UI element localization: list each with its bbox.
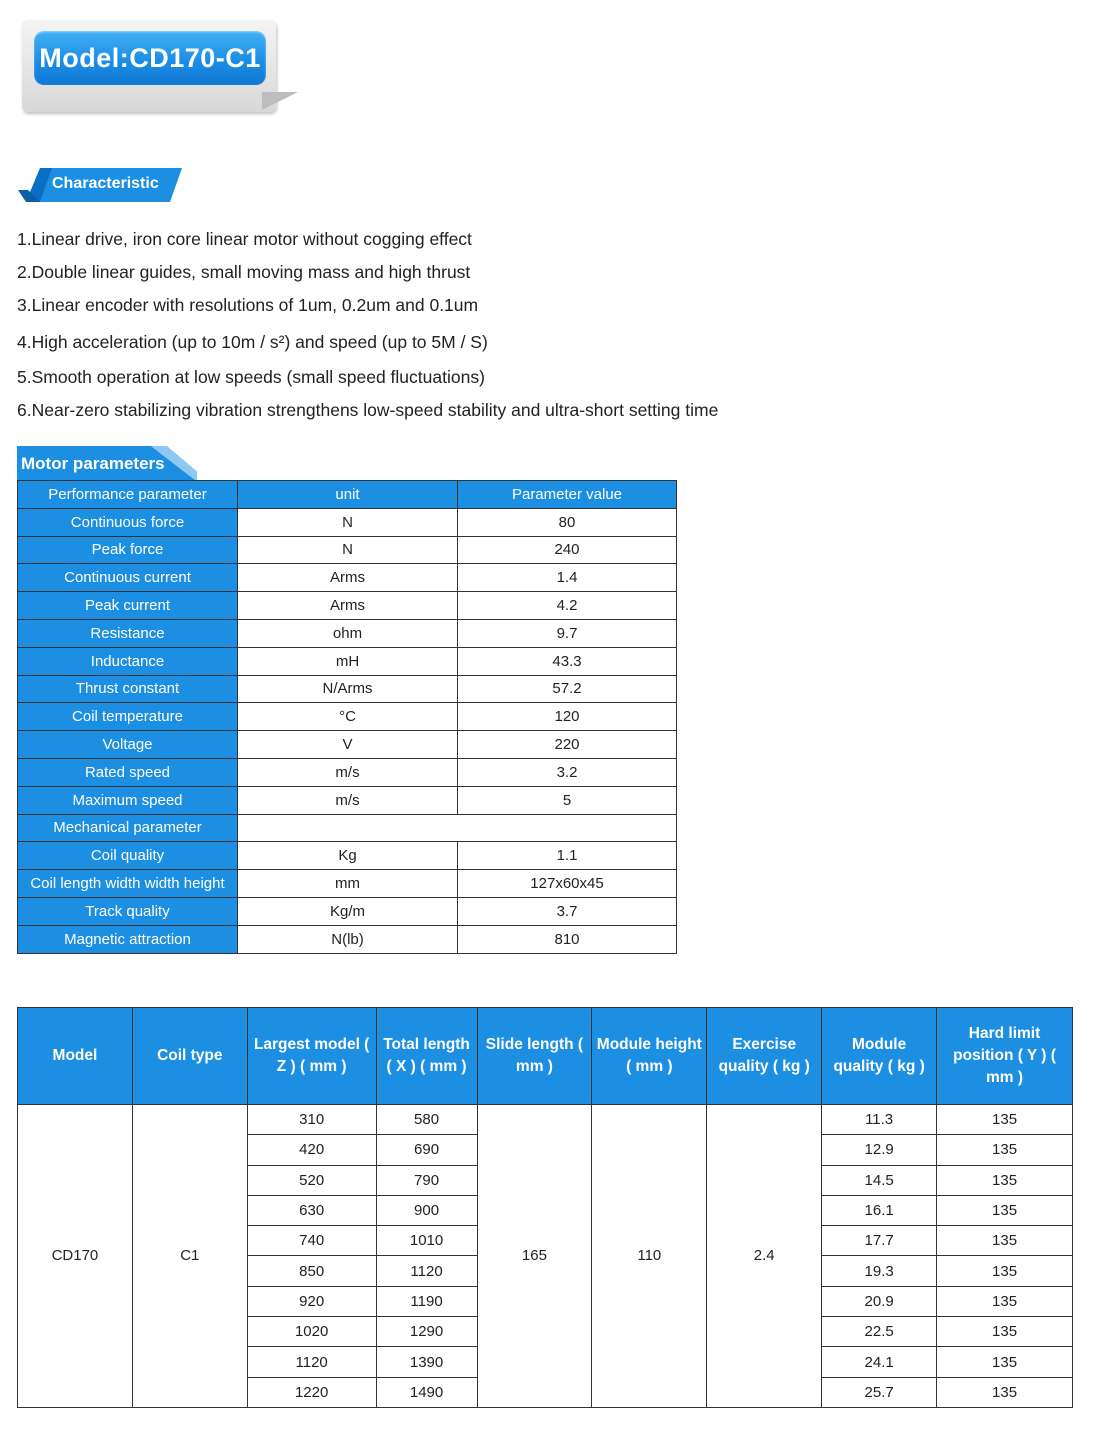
table-row <box>18 758 677 786</box>
table-row <box>18 870 677 898</box>
table-row <box>18 842 677 870</box>
module-quality-cell: 19.3 <box>822 1256 937 1286</box>
module-quality-cell: 22.5 <box>822 1317 937 1347</box>
slide-length-cell: 165 <box>477 1105 592 1408</box>
model-spec-table <box>17 1007 1073 1408</box>
exercise-quality-cell: 2.4 <box>707 1105 822 1408</box>
param-name: Coil quality <box>18 842 238 870</box>
table-row <box>18 675 677 703</box>
table-header-row <box>18 1008 1073 1105</box>
module-quality-cell: 12.9 <box>822 1135 937 1165</box>
characteristic-heading <box>18 168 182 202</box>
module-quality-cell: 11.3 <box>822 1105 937 1135</box>
total-length-cell: 900 <box>376 1195 477 1225</box>
largest-model-cell: 1120 <box>247 1347 376 1377</box>
param-value: 3.2 <box>458 758 677 786</box>
table-row <box>18 647 677 675</box>
param-name: Coil temperature <box>18 703 238 731</box>
empty-cell <box>238 814 677 842</box>
model-badge-shadow <box>262 92 298 110</box>
motor-parameters-heading <box>17 446 197 480</box>
param-value: 80 <box>458 508 677 536</box>
total-length-cell: 1390 <box>376 1347 477 1377</box>
total-length-cell: 790 <box>376 1165 477 1195</box>
list-item: 6.Near-zero stabilizing vibration strengthens low-speed stability and ultra-short setting time <box>17 400 719 420</box>
module-quality-cell: 16.1 <box>822 1195 937 1225</box>
motor-parameters-title: Motor parameters <box>21 454 165 473</box>
param-unit: Kg/m <box>238 897 458 925</box>
largest-model-cell: 1020 <box>247 1317 376 1347</box>
hard-limit-cell: 135 <box>937 1226 1073 1256</box>
param-unit: Kg <box>238 842 458 870</box>
hard-limit-cell: 135 <box>937 1347 1073 1377</box>
column-header: Parameter value <box>458 481 677 509</box>
column-header: Model <box>18 1008 133 1105</box>
largest-model-cell: 920 <box>247 1286 376 1316</box>
list-item: 3.Linear encoder with resolutions of 1um, 0.2um and 0.1um <box>17 295 479 315</box>
table-row <box>18 564 677 592</box>
model-title: Model:CD170-C1 <box>34 31 266 85</box>
param-unit: N <box>238 508 458 536</box>
motor-parameters-table <box>17 480 677 954</box>
model-cell: CD170 <box>18 1105 133 1408</box>
table-row <box>18 508 677 536</box>
table-row <box>18 592 677 620</box>
param-unit: N <box>238 536 458 564</box>
param-value: 3.7 <box>458 897 677 925</box>
table-row <box>18 925 677 953</box>
hard-limit-cell: 135 <box>937 1256 1073 1286</box>
param-unit: Arms <box>238 564 458 592</box>
param-value: 4.2 <box>458 592 677 620</box>
total-length-cell: 1120 <box>376 1256 477 1286</box>
module-quality-cell: 17.7 <box>822 1226 937 1256</box>
param-name: Continuous force <box>18 508 238 536</box>
table-row <box>18 536 677 564</box>
param-unit: ohm <box>238 619 458 647</box>
param-value: 127x60x45 <box>458 870 677 898</box>
total-length-cell: 1290 <box>376 1317 477 1347</box>
characteristic-title: Characteristic <box>52 175 159 192</box>
param-name: Rated speed <box>18 758 238 786</box>
column-header: Slide length ( mm ) <box>477 1008 592 1105</box>
hard-limit-cell: 135 <box>937 1135 1073 1165</box>
module-quality-cell: 24.1 <box>822 1347 937 1377</box>
column-header: Coil type <box>132 1008 247 1105</box>
param-value: 57.2 <box>458 675 677 703</box>
table-row <box>18 786 677 814</box>
total-length-cell: 580 <box>376 1105 477 1135</box>
list-item: 2.Double linear guides, small moving mass and high thrust <box>17 262 471 282</box>
module-quality-cell: 14.5 <box>822 1165 937 1195</box>
param-unit: V <box>238 731 458 759</box>
hard-limit-cell: 135 <box>937 1165 1073 1195</box>
largest-model-cell: 1220 <box>247 1377 376 1407</box>
column-header: Total length ( X ) ( mm ) <box>376 1008 477 1105</box>
table-row <box>18 731 677 759</box>
param-name: Resistance <box>18 619 238 647</box>
table-header-row <box>18 481 677 509</box>
param-name: Coil length width width height <box>18 870 238 898</box>
param-value: 5 <box>458 786 677 814</box>
param-name: Continuous current <box>18 564 238 592</box>
list-item: 5.Smooth operation at low speeds (small speed fluctuations) <box>17 367 485 387</box>
param-unit: m/s <box>238 758 458 786</box>
largest-model-cell: 310 <box>247 1105 376 1135</box>
coil-type-cell: C1 <box>132 1105 247 1408</box>
largest-model-cell: 420 <box>247 1135 376 1165</box>
module-quality-cell: 25.7 <box>822 1377 937 1407</box>
param-value: 1.4 <box>458 564 677 592</box>
total-length-cell: 690 <box>376 1135 477 1165</box>
column-header: unit <box>238 481 458 509</box>
list-item: 4.High acceleration (up to 10m / s²) and speed (up to 5M / S) <box>17 332 488 352</box>
column-header: Exercise quality ( kg ) <box>707 1008 822 1105</box>
largest-model-cell: 520 <box>247 1165 376 1195</box>
table-row <box>18 1105 1073 1135</box>
param-unit: N(lb) <box>238 925 458 953</box>
param-value: 220 <box>458 731 677 759</box>
list-item: 1.Linear drive, iron core linear motor without cogging effect <box>17 229 472 249</box>
param-name: Track quality <box>18 897 238 925</box>
param-name: Voltage <box>18 731 238 759</box>
param-value: 43.3 <box>458 647 677 675</box>
param-unit: mH <box>238 647 458 675</box>
table-row <box>18 619 677 647</box>
total-length-cell: 1190 <box>376 1286 477 1316</box>
param-name: Magnetic attraction <box>18 925 238 953</box>
column-header: Largest model ( Z ) ( mm ) <box>247 1008 376 1105</box>
param-unit: °C <box>238 703 458 731</box>
column-header: Module height ( mm ) <box>592 1008 707 1105</box>
column-header: Performance parameter <box>18 481 238 509</box>
param-unit: N/Arms <box>238 675 458 703</box>
hard-limit-cell: 135 <box>937 1195 1073 1225</box>
table-row <box>18 703 677 731</box>
param-name: Peak current <box>18 592 238 620</box>
largest-model-cell: 740 <box>247 1226 376 1256</box>
module-height-cell: 110 <box>592 1105 707 1408</box>
param-value: 810 <box>458 925 677 953</box>
param-value: 240 <box>458 536 677 564</box>
mechanical-parameter-label: Mechanical parameter <box>18 814 238 842</box>
param-value: 1.1 <box>458 842 677 870</box>
hard-limit-cell: 135 <box>937 1377 1073 1407</box>
hard-limit-cell: 135 <box>937 1286 1073 1316</box>
column-header: Hard limit position ( Y ) ( mm ) <box>937 1008 1073 1105</box>
table-row <box>18 897 677 925</box>
mechanical-section-row <box>18 814 677 842</box>
param-name: Inductance <box>18 647 238 675</box>
hard-limit-cell: 135 <box>937 1317 1073 1347</box>
param-name: Thrust constant <box>18 675 238 703</box>
largest-model-cell: 630 <box>247 1195 376 1225</box>
largest-model-cell: 850 <box>247 1256 376 1286</box>
param-name: Maximum speed <box>18 786 238 814</box>
param-unit: m/s <box>238 786 458 814</box>
module-quality-cell: 20.9 <box>822 1286 937 1316</box>
param-value: 9.7 <box>458 619 677 647</box>
param-value: 120 <box>458 703 677 731</box>
param-name: Peak force <box>18 536 238 564</box>
param-unit: Arms <box>238 592 458 620</box>
hard-limit-cell: 135 <box>937 1105 1073 1135</box>
total-length-cell: 1490 <box>376 1377 477 1407</box>
total-length-cell: 1010 <box>376 1226 477 1256</box>
param-unit: mm <box>238 870 458 898</box>
column-header: Module quality ( kg ) <box>822 1008 937 1105</box>
